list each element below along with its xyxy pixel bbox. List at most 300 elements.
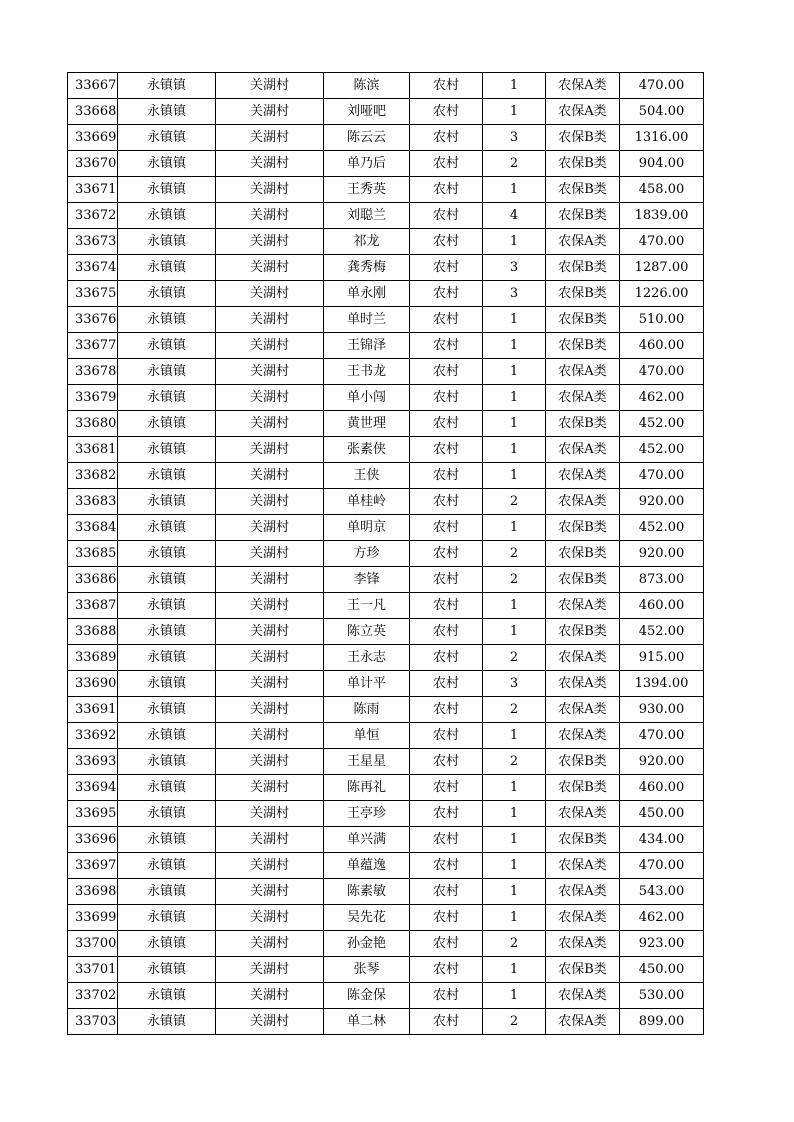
household-type-cell: 农村 [410, 489, 483, 515]
household-type-cell: 农村 [410, 775, 483, 801]
amount-cell: 452.00 [620, 515, 704, 541]
town-cell: 永镇镇 [118, 333, 216, 359]
amount-cell: 460.00 [620, 775, 704, 801]
record-id-cell: 33667 [68, 73, 118, 99]
record-id-cell: 33699 [68, 905, 118, 931]
insurance-class-cell: 农保A类 [546, 437, 620, 463]
town-cell: 永镇镇 [118, 1009, 216, 1035]
household-size-cell: 1 [483, 827, 546, 853]
town-cell: 永镇镇 [118, 125, 216, 151]
household-type-cell: 农村 [410, 593, 483, 619]
town-cell: 永镇镇 [118, 619, 216, 645]
household-type-cell: 农村 [410, 99, 483, 125]
village-cell: 关湖村 [216, 567, 324, 593]
table-row [68, 73, 704, 99]
person-name-cell: 陈雨 [324, 697, 410, 723]
record-id-cell: 33687 [68, 593, 118, 619]
household-size-cell: 2 [483, 931, 546, 957]
village-cell: 关湖村 [216, 359, 324, 385]
record-id-cell: 33692 [68, 723, 118, 749]
town-cell: 永镇镇 [118, 879, 216, 905]
table-row [68, 281, 704, 307]
insurance-class-cell: 农保B类 [546, 827, 620, 853]
household-type-cell: 农村 [410, 463, 483, 489]
person-name-cell: 刘聪兰 [324, 203, 410, 229]
household-type-cell: 农村 [410, 567, 483, 593]
town-cell: 永镇镇 [118, 463, 216, 489]
household-type-cell: 农村 [410, 203, 483, 229]
village-cell: 关湖村 [216, 879, 324, 905]
record-id-cell: 33674 [68, 255, 118, 281]
amount-cell: 904.00 [620, 151, 704, 177]
insurance-class-cell: 农保A类 [546, 853, 620, 879]
table-row [68, 541, 704, 567]
village-cell: 关湖村 [216, 125, 324, 151]
household-type-cell: 农村 [410, 359, 483, 385]
person-name-cell: 王永志 [324, 645, 410, 671]
table-row [68, 177, 704, 203]
insurance-class-cell: 农保A类 [546, 671, 620, 697]
record-id-cell: 33684 [68, 515, 118, 541]
household-type-cell: 农村 [410, 411, 483, 437]
table-row [68, 411, 704, 437]
insurance-class-cell: 农保B类 [546, 749, 620, 775]
amount-cell: 915.00 [620, 645, 704, 671]
record-id-cell: 33689 [68, 645, 118, 671]
person-name-cell: 祁龙 [324, 229, 410, 255]
household-size-cell: 2 [483, 151, 546, 177]
household-type-cell: 农村 [410, 281, 483, 307]
record-id-cell: 33675 [68, 281, 118, 307]
village-cell: 关湖村 [216, 203, 324, 229]
household-type-cell: 农村 [410, 619, 483, 645]
amount-cell: 899.00 [620, 1009, 704, 1035]
town-cell: 永镇镇 [118, 489, 216, 515]
household-size-cell: 1 [483, 853, 546, 879]
record-id-cell: 33686 [68, 567, 118, 593]
household-size-cell: 1 [483, 411, 546, 437]
town-cell: 永镇镇 [118, 541, 216, 567]
village-cell: 关湖村 [216, 99, 324, 125]
household-size-cell: 3 [483, 125, 546, 151]
person-name-cell: 龚秀梅 [324, 255, 410, 281]
record-id-cell: 33702 [68, 983, 118, 1009]
village-cell: 关湖村 [216, 853, 324, 879]
town-cell: 永镇镇 [118, 307, 216, 333]
village-cell: 关湖村 [216, 229, 324, 255]
table-row [68, 151, 704, 177]
amount-cell: 470.00 [620, 723, 704, 749]
amount-cell: 450.00 [620, 801, 704, 827]
town-cell: 永镇镇 [118, 983, 216, 1009]
town-cell: 永镇镇 [118, 593, 216, 619]
person-name-cell: 王书龙 [324, 359, 410, 385]
insurance-class-cell: 农保B类 [546, 957, 620, 983]
town-cell: 永镇镇 [118, 905, 216, 931]
record-id-cell: 33677 [68, 333, 118, 359]
insurance-class-cell: 农保A类 [546, 73, 620, 99]
household-type-cell: 农村 [410, 177, 483, 203]
amount-cell: 923.00 [620, 931, 704, 957]
table-row [68, 983, 704, 1009]
household-size-cell: 2 [483, 541, 546, 567]
household-size-cell: 2 [483, 1009, 546, 1035]
insurance-class-cell: 农保A类 [546, 645, 620, 671]
town-cell: 永镇镇 [118, 723, 216, 749]
household-type-cell: 农村 [410, 333, 483, 359]
record-id-cell: 33698 [68, 879, 118, 905]
amount-cell: 510.00 [620, 307, 704, 333]
table-row [68, 593, 704, 619]
table-row [68, 723, 704, 749]
person-name-cell: 王亭珍 [324, 801, 410, 827]
household-type-cell: 农村 [410, 125, 483, 151]
amount-cell: 450.00 [620, 957, 704, 983]
person-name-cell: 张琴 [324, 957, 410, 983]
household-size-cell: 2 [483, 489, 546, 515]
record-id-cell: 33678 [68, 359, 118, 385]
amount-cell: 1226.00 [620, 281, 704, 307]
insurance-class-cell: 农保B类 [546, 775, 620, 801]
person-name-cell: 王秀英 [324, 177, 410, 203]
table-row [68, 827, 704, 853]
town-cell: 永镇镇 [118, 515, 216, 541]
village-cell: 关湖村 [216, 671, 324, 697]
household-size-cell: 3 [483, 671, 546, 697]
table-row [68, 749, 704, 775]
town-cell: 永镇镇 [118, 229, 216, 255]
household-size-cell: 1 [483, 463, 546, 489]
town-cell: 永镇镇 [118, 697, 216, 723]
town-cell: 永镇镇 [118, 203, 216, 229]
table-row [68, 385, 704, 411]
amount-cell: 920.00 [620, 749, 704, 775]
record-id-cell: 33696 [68, 827, 118, 853]
town-cell: 永镇镇 [118, 749, 216, 775]
village-cell: 关湖村 [216, 957, 324, 983]
person-name-cell: 单时兰 [324, 307, 410, 333]
village-cell: 关湖村 [216, 645, 324, 671]
village-cell: 关湖村 [216, 827, 324, 853]
person-name-cell: 单二林 [324, 1009, 410, 1035]
town-cell: 永镇镇 [118, 567, 216, 593]
household-size-cell: 4 [483, 203, 546, 229]
record-id-cell: 33682 [68, 463, 118, 489]
town-cell: 永镇镇 [118, 281, 216, 307]
insurance-class-cell: 农保B类 [546, 125, 620, 151]
household-size-cell: 1 [483, 619, 546, 645]
household-size-cell: 3 [483, 281, 546, 307]
household-size-cell: 1 [483, 229, 546, 255]
person-name-cell: 单计平 [324, 671, 410, 697]
table-row [68, 801, 704, 827]
person-name-cell: 单兴满 [324, 827, 410, 853]
household-type-cell: 农村 [410, 905, 483, 931]
record-id-cell: 33701 [68, 957, 118, 983]
person-name-cell: 吴先花 [324, 905, 410, 931]
household-size-cell: 1 [483, 385, 546, 411]
person-name-cell: 陈素敏 [324, 879, 410, 905]
household-type-cell: 农村 [410, 73, 483, 99]
village-cell: 关湖村 [216, 749, 324, 775]
person-name-cell: 陈金保 [324, 983, 410, 1009]
village-cell: 关湖村 [216, 697, 324, 723]
record-id-cell: 33685 [68, 541, 118, 567]
record-id-cell: 33697 [68, 853, 118, 879]
household-size-cell: 1 [483, 359, 546, 385]
insurance-class-cell: 农保B类 [546, 619, 620, 645]
household-type-cell: 农村 [410, 385, 483, 411]
village-cell: 关湖村 [216, 515, 324, 541]
insurance-class-cell: 农保B类 [546, 151, 620, 177]
record-id-cell: 33680 [68, 411, 118, 437]
record-id-cell: 33673 [68, 229, 118, 255]
amount-cell: 458.00 [620, 177, 704, 203]
table-row [68, 853, 704, 879]
amount-cell: 930.00 [620, 697, 704, 723]
amount-cell: 470.00 [620, 359, 704, 385]
town-cell: 永镇镇 [118, 931, 216, 957]
household-size-cell: 2 [483, 749, 546, 775]
insurance-class-cell: 农保B类 [546, 515, 620, 541]
household-type-cell: 农村 [410, 645, 483, 671]
insurance-class-cell: 农保A类 [546, 879, 620, 905]
records-table [67, 72, 704, 1035]
village-cell: 关湖村 [216, 463, 324, 489]
insurance-class-cell: 农保A类 [546, 1009, 620, 1035]
record-id-cell: 33676 [68, 307, 118, 333]
insurance-class-cell: 农保A类 [546, 229, 620, 255]
table-row [68, 645, 704, 671]
amount-cell: 460.00 [620, 333, 704, 359]
town-cell: 永镇镇 [118, 359, 216, 385]
village-cell: 关湖村 [216, 723, 324, 749]
household-size-cell: 1 [483, 775, 546, 801]
town-cell: 永镇镇 [118, 801, 216, 827]
amount-cell: 1316.00 [620, 125, 704, 151]
household-size-cell: 1 [483, 307, 546, 333]
insurance-class-cell: 农保A类 [546, 99, 620, 125]
record-id-cell: 33668 [68, 99, 118, 125]
table-row [68, 905, 704, 931]
household-size-cell: 1 [483, 515, 546, 541]
household-type-cell: 农村 [410, 515, 483, 541]
person-name-cell: 单明京 [324, 515, 410, 541]
record-id-cell: 33670 [68, 151, 118, 177]
insurance-class-cell: 农保B类 [546, 541, 620, 567]
amount-cell: 470.00 [620, 229, 704, 255]
record-id-cell: 33669 [68, 125, 118, 151]
village-cell: 关湖村 [216, 385, 324, 411]
household-size-cell: 1 [483, 177, 546, 203]
table-row [68, 619, 704, 645]
household-size-cell: 1 [483, 723, 546, 749]
village-cell: 关湖村 [216, 151, 324, 177]
table-row [68, 99, 704, 125]
household-type-cell: 农村 [410, 229, 483, 255]
table-row [68, 437, 704, 463]
village-cell: 关湖村 [216, 333, 324, 359]
table-row [68, 203, 704, 229]
amount-cell: 530.00 [620, 983, 704, 1009]
record-id-cell: 33693 [68, 749, 118, 775]
person-name-cell: 单乃后 [324, 151, 410, 177]
household-type-cell: 农村 [410, 801, 483, 827]
table-row [68, 307, 704, 333]
amount-cell: 1839.00 [620, 203, 704, 229]
table-row [68, 333, 704, 359]
household-size-cell: 1 [483, 99, 546, 125]
town-cell: 永镇镇 [118, 99, 216, 125]
village-cell: 关湖村 [216, 489, 324, 515]
household-size-cell: 1 [483, 801, 546, 827]
household-type-cell: 农村 [410, 749, 483, 775]
table-row [68, 957, 704, 983]
town-cell: 永镇镇 [118, 437, 216, 463]
insurance-class-cell: 农保A类 [546, 697, 620, 723]
household-size-cell: 2 [483, 697, 546, 723]
person-name-cell: 李锋 [324, 567, 410, 593]
insurance-class-cell: 农保A类 [546, 801, 620, 827]
person-name-cell: 孙金艳 [324, 931, 410, 957]
record-id-cell: 33681 [68, 437, 118, 463]
household-type-cell: 农村 [410, 931, 483, 957]
household-type-cell: 农村 [410, 307, 483, 333]
household-type-cell: 农村 [410, 853, 483, 879]
amount-cell: 920.00 [620, 541, 704, 567]
village-cell: 关湖村 [216, 775, 324, 801]
village-cell: 关湖村 [216, 619, 324, 645]
household-size-cell: 2 [483, 567, 546, 593]
table-row [68, 515, 704, 541]
household-type-cell: 农村 [410, 671, 483, 697]
village-cell: 关湖村 [216, 411, 324, 437]
household-type-cell: 农村 [410, 151, 483, 177]
person-name-cell: 张素侠 [324, 437, 410, 463]
household-size-cell: 1 [483, 437, 546, 463]
insurance-class-cell: 农保B类 [546, 281, 620, 307]
amount-cell: 543.00 [620, 879, 704, 905]
town-cell: 永镇镇 [118, 671, 216, 697]
household-type-cell: 农村 [410, 1009, 483, 1035]
town-cell: 永镇镇 [118, 957, 216, 983]
record-id-cell: 33694 [68, 775, 118, 801]
amount-cell: 504.00 [620, 99, 704, 125]
record-id-cell: 33690 [68, 671, 118, 697]
insurance-class-cell: 农保A类 [546, 931, 620, 957]
person-name-cell: 王一凡 [324, 593, 410, 619]
household-type-cell: 农村 [410, 255, 483, 281]
village-cell: 关湖村 [216, 281, 324, 307]
town-cell: 永镇镇 [118, 853, 216, 879]
amount-cell: 920.00 [620, 489, 704, 515]
insurance-class-cell: 农保A类 [546, 593, 620, 619]
person-name-cell: 陈滨 [324, 73, 410, 99]
household-type-cell: 农村 [410, 983, 483, 1009]
amount-cell: 1394.00 [620, 671, 704, 697]
person-name-cell: 单桂岭 [324, 489, 410, 515]
town-cell: 永镇镇 [118, 827, 216, 853]
insurance-class-cell: 农保A类 [546, 463, 620, 489]
town-cell: 永镇镇 [118, 645, 216, 671]
table-row [68, 229, 704, 255]
village-cell: 关湖村 [216, 593, 324, 619]
town-cell: 永镇镇 [118, 177, 216, 203]
household-size-cell: 2 [483, 645, 546, 671]
amount-cell: 434.00 [620, 827, 704, 853]
village-cell: 关湖村 [216, 801, 324, 827]
amount-cell: 462.00 [620, 385, 704, 411]
village-cell: 关湖村 [216, 905, 324, 931]
insurance-class-cell: 农保A类 [546, 905, 620, 931]
insurance-class-cell: 农保B类 [546, 567, 620, 593]
village-cell: 关湖村 [216, 177, 324, 203]
village-cell: 关湖村 [216, 541, 324, 567]
town-cell: 永镇镇 [118, 151, 216, 177]
household-type-cell: 农村 [410, 879, 483, 905]
record-id-cell: 33683 [68, 489, 118, 515]
records-body [68, 73, 704, 1035]
insurance-class-cell: 农保B类 [546, 203, 620, 229]
household-size-cell: 3 [483, 255, 546, 281]
record-id-cell: 33679 [68, 385, 118, 411]
insurance-class-cell: 农保B类 [546, 333, 620, 359]
amount-cell: 873.00 [620, 567, 704, 593]
person-name-cell: 单小闯 [324, 385, 410, 411]
person-name-cell: 陈云云 [324, 125, 410, 151]
amount-cell: 460.00 [620, 593, 704, 619]
record-id-cell: 33672 [68, 203, 118, 229]
town-cell: 永镇镇 [118, 775, 216, 801]
household-type-cell: 农村 [410, 541, 483, 567]
town-cell: 永镇镇 [118, 73, 216, 99]
village-cell: 关湖村 [216, 931, 324, 957]
person-name-cell: 陈立英 [324, 619, 410, 645]
amount-cell: 470.00 [620, 463, 704, 489]
amount-cell: 452.00 [620, 437, 704, 463]
insurance-class-cell: 农保A类 [546, 723, 620, 749]
table-row [68, 697, 704, 723]
household-size-cell: 1 [483, 905, 546, 931]
record-id-cell: 33691 [68, 697, 118, 723]
amount-cell: 470.00 [620, 853, 704, 879]
insurance-class-cell: 农保A类 [546, 489, 620, 515]
table-row [68, 1009, 704, 1035]
table-row [68, 255, 704, 281]
amount-cell: 452.00 [620, 619, 704, 645]
insurance-class-cell: 农保A类 [546, 385, 620, 411]
town-cell: 永镇镇 [118, 411, 216, 437]
person-name-cell: 王星星 [324, 749, 410, 775]
table-row [68, 931, 704, 957]
household-size-cell: 1 [483, 73, 546, 99]
household-type-cell: 农村 [410, 723, 483, 749]
record-id-cell: 33688 [68, 619, 118, 645]
person-name-cell: 单永刚 [324, 281, 410, 307]
table-row [68, 567, 704, 593]
table-row [68, 879, 704, 905]
table-row [68, 125, 704, 151]
insurance-class-cell: 农保B类 [546, 307, 620, 333]
household-type-cell: 农村 [410, 827, 483, 853]
household-size-cell: 1 [483, 983, 546, 1009]
person-name-cell: 方珍 [324, 541, 410, 567]
person-name-cell: 王锦泽 [324, 333, 410, 359]
insurance-class-cell: 农保B类 [546, 411, 620, 437]
insurance-class-cell: 农保A类 [546, 983, 620, 1009]
amount-cell: 452.00 [620, 411, 704, 437]
village-cell: 关湖村 [216, 307, 324, 333]
